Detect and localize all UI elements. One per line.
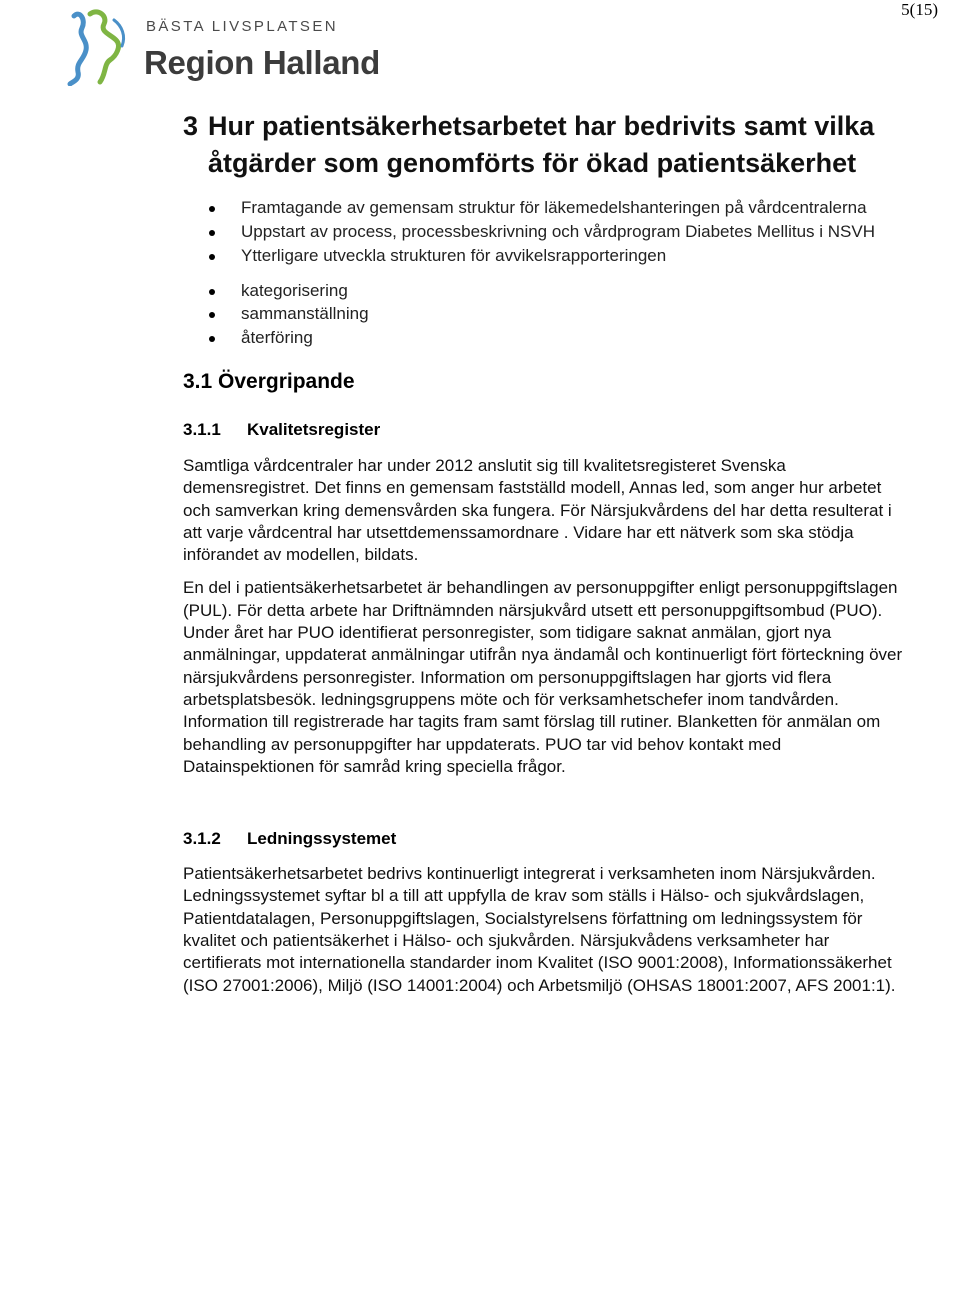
section-3-title: Hur patientsäkerhetsarbetet har bedrivits samt vilka åtgärder som genomförts för ökad patientsäkerhet: [208, 111, 875, 178]
page-number: 5(15): [901, 0, 938, 19]
bullet-icon: [209, 254, 215, 260]
logo-mark-icon: [66, 6, 138, 86]
logo-tagline: BÄSTA LIVSPLATSEN: [146, 18, 338, 35]
action-bullet-list: [183, 197, 903, 268]
bullet-icon: [209, 289, 215, 295]
list-item: sammanställning: [183, 303, 903, 326]
document-body: [183, 108, 903, 997]
logo-name: Region Halland: [144, 44, 380, 81]
kvalitetsregister-paragraph-2: En del i patientsäkerhetsarbetet är behandlingen av personuppgifter enligt personuppgiftslagen (PUL). För detta arbete har Driftnämnden närsjukvård utsett ett personuppgiftsombud (PUO). Under året har PUO identifierat personregister, som tidigare saknat anmälan, gjort nya anmälningar, uppdaterat anmälningar utifrån nya ändamål och kontinuerligt fört förteckning över närsjukvårdens personregister. Information om personuppgiftslagen har gjorts vid flera arbetsplatsbesök. ledningsgruppens möte och för verksamhetschefer inom tandvården. Information till registrerade har tagits fram samt förslag till rutiner. Blanketten för anmälan om behandling av personuppgifter har uppdaterats. PUO tar vid behov kontakt med Datainspektionen för samråd kring speciella frågor.: [183, 578, 903, 776]
list-item: Ytterligare utveckla strukturen för avvikelsrapporteringen: [183, 245, 903, 268]
bullet-icon: [209, 230, 215, 236]
section-3-heading: [183, 108, 903, 182]
section-3-1-2-heading: [183, 828, 903, 850]
list-item: kategorisering: [183, 280, 903, 303]
section-3-1-2-number: 3.1.2: [183, 829, 221, 849]
list-item: Uppstart av process, processbeskrivning och vårdprogram Diabetes Mellitus i NSVH: [183, 221, 903, 244]
bullet-icon: [209, 206, 215, 212]
list-item: återföring: [183, 327, 903, 350]
list-item: Framtagande av gemensam struktur för läkemedelshanteringen på vårdcentralerna: [183, 197, 903, 220]
section-3-1-heading: 3.1 Övergripande: [183, 370, 355, 393]
section-3-1-1-title: Kvalitetsregister: [247, 420, 381, 439]
sub-bullet-list: [183, 280, 903, 350]
section-3-1-2-title: Ledningssystemet: [247, 829, 397, 849]
kvalitetsregister-paragraph-1: Samtliga vårdcentraler har under 2012 anslutit sig till kvalitetsregisteret Svenska demensregistret. Det finns en gemensam fastställd modell, Annas led, som anger hur arbetet och samverkan kring demensvården ska fungera. För Närsjukvårdens del har detta resulterat i att varje vårdcentral har utsettdemenssamordnare . Vidare har ett nätverk som ska stödja införandet av modellen, bildats.: [183, 456, 892, 565]
section-3-1-1-heading: [183, 419, 903, 441]
section-3-1-1-number: 3.1.1: [183, 420, 221, 439]
bullet-icon: [209, 312, 215, 318]
region-halland-logo: [66, 6, 396, 86]
bullet-icon: [209, 336, 215, 342]
section-3-number: 3: [183, 111, 199, 141]
ledningssystemet-paragraph: Patientsäkerhetsarbetet bedrivs kontinuerligt integrerat i verksamheten inom Närsjukvården. Ledningssystemet syftar bl a till att uppfylla de krav som ställs i Hälso- och sjukvårdslagen, Patientdatalagen, Personuppgiftslagen, Socialstyrelsens författning om ledningssystem för kvalitet och patientsäkerhet i Hälso- och sjukvården. Närsjukvådens verksamheter har certifierats mot internationella standarder inom Kvalitet (ISO 9001:2008), Informationssäkerhet (ISO 27001:2006), Miljö (ISO 14001:2004) och Arbetsmiljö (OHSAS 18001:2007, AFS 2001:1).: [183, 864, 896, 995]
